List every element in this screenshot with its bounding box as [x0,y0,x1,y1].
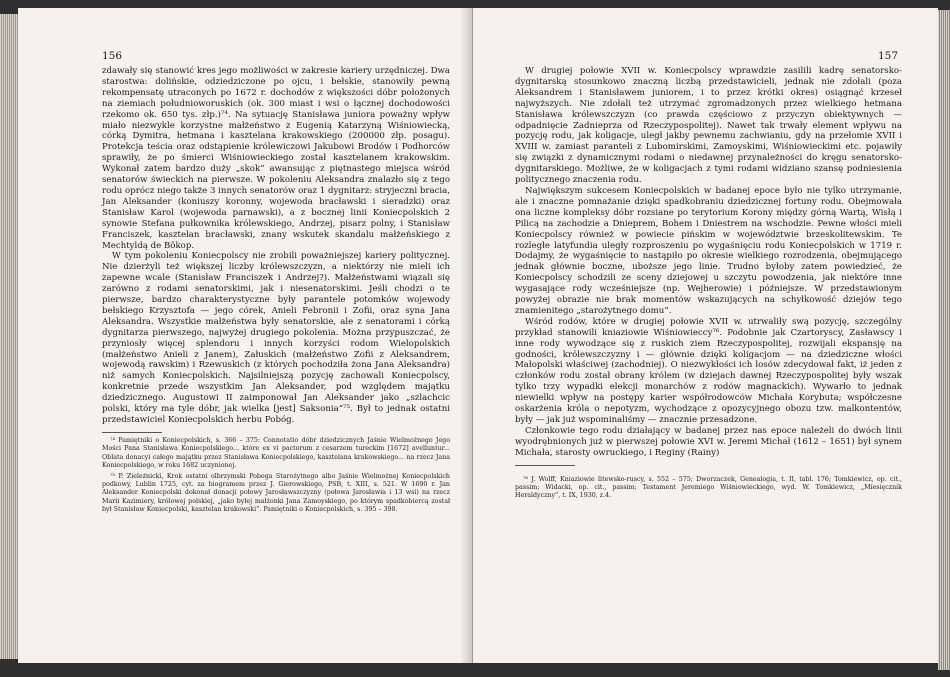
footnote-74: ⁷⁴ Pamiętniki o Koniecpolskich, s. 366 – 375: Connotatio dóbr dziedzicznych Jaśnie Wielmożnego Jego Mości Pana Stanisława Koniecpolskiego... które ex vi pactorum z cesarzem tureckim [1672] avelluntur... Oblata donacyi całego majątku przez Stanisława Koniecpolskiego, kasztelana krakowskiego... na rzecz Jana Koniecpolskiego, w roku 1682 uczynionej. [102,436,450,470]
right-page [473,8,938,663]
footnote-75: ⁷⁵ P. Zieleźnicki, Krok ostatni olbrzymski Poboga Starożytnego albo Jaśnie Wielmożnej Koniecpolskich podkowy, Lublin 1725, cyt. za biogramem przez J. Gierowskiego, PSB, t. XIII, s. 521. W 1690 r. Jan Aleksander Koniecpolski dokonał donacji połowy Jarosławszczyzny (połowa Jarosławia i 13 wsi) na rzecz Marii Kazimiery, królowej polskiej, „jako byłej małżonki Jana Zamoyskiego, po którym spadkobiercą został był Stanisław Koniecpolski, kasztelan krakowski”. Pamiętniki o Koniecpolskich, s. 395 – 398. [102,472,450,514]
footnote-rule-left [102,432,162,433]
right-page-body [515,66,902,459]
right-paragraph-4: Członkowie tego rodu działający w badanej przez nas epoce należeli do dwóch linii wyodrębnionych już w pierwszej połowie XVI w. Jeremi Michał (1612 – 1651) był synem Michała, starosty owruckiego, i Reginy (Rainy) [515,425,902,458]
right-page-number: 157 [877,50,898,62]
right-footnotes [515,476,902,501]
left-page-body [102,66,450,426]
page-edges-right [938,10,950,670]
footnote-76: ⁷⁶ J. Wolff, Kniaziowie litewsko-ruscy, s. 552 – 575; Dworzaczek, Genealogia, t. II, tabl. 176; Tomkiewicz, op. cit., passim; Widacki, op. cit., passim; Testament Jeremiego Wiśniowieckiego, wyd. W. Tomkiewicz, „Miesięcznik Heraldyczny”, t. IX, 1930, z.4. [515,475,902,500]
left-page [18,8,473,663]
left-page-number: 156 [102,50,123,62]
left-paragraph-1: zdawały się stanowić kres jego możliwości w zakresie kariery urzędniczej. Dwa starostwa: dolińskie, odziedziczone po ojcu, i bełskie, stanowiły pewną rekompensatę utraconych po 1672 r. dochodów z większości dóbr położonych na ziemiach południoworuskich (ok. 300 miast i wsi o łącznej dochodowości rzekomo ok. 650 tys. złp.)⁷⁴. Na sytuację Stanisława juniora poważny wpływ miało niezwykle korzystne małżeństwo z Eugenią Katarzyną Wiśniowiecką, córką Dymitra, hetmana i kasztelana krakowskiego (200000 złp. posagu). Protekcja teścia oraz odstąpienie królewiczowi Jakubowi Brodów i Podhorców sprawiły, że po śmierci Wiśniowieckiego został kasztelanem krakowskim. Wykonał zatem bardzo duży „skok” awansując z piętnastego miejsca wśród senatorów świeckich na pierwsze. W pokoleniu Aleksandra znalazło się z tego rodu oprócz niego także 3 innych senatorów oraz 1 dygnitarz: stryjeczni bracia, Jan Aleksander (koniuszy koronny, wojewoda bracławski i sieradzki) oraz Stanisław Karol (wojewoda parnawski), a z bocznej linii Koniecpolskich 2 synowie Stefana pułkownika królewskiego, Andrzej, pisarz polny, i Stanisław Franciszek, kasztelan bracławski, znany wskutek skandalu małżeńskiego z Mechtyldą de Bôkop. [102,66,451,251]
page-edges-left [0,14,18,659]
right-paragraph-2: Największym sukcesem Koniecpolskich w badanej epoce było nie tylko utrzymanie, ale i znaczne pomnażanie dzięki spadkobraniu dziedzicznej fortuny rodu. Obejmowała ona liczne kompleksy dóbr rozsiane po terytorium Korony między górną Wartą, Wisłą i Pilicą na zachodzie a Dnieprem, Bohem i Dniestrem na wschodzie. Pewne włości mieli Koniecpolscy również w powiecie pińskim w województwie brzeskolitewskim. Te rozległe latyfundia uległy rozproszeniu po wygaśnięciu rodu Koniecpolskich w 1719 r. Dodajmy, że wygaśnięcie to nastąpiło po okresie wielkiego rozrodzenia, obejmującego jednak głównie boczne, uboższe jego linie. Trudno byłoby zatem powiedzieć, że Koniecpolscy schodzili ze sceny dziejowej u szczytu powodzenia, jak niektóre inne wygasające rody wcześniejsze (np. Wejherowie) i późniejsze. W przedstawionym powyżej obrazie nie brak momentów wskazujących na schyłkowość dziejów tego znamienitego „starożytnego domu”. [515,185,902,316]
footnote-rule-right [515,465,575,466]
right-paragraph-3: Wśród rodów, które w drugiej połowie XVII w. utrwaliły swą pozycję, szczególny przykład stanowili kniaziowie Wiśniowieccy⁷⁶. Podobnie jak Czartoryscy, Zasławscy i inne rody wywodzące się z ruskich ziem Rzeczypospolitej, rozwijali ekspansję na godności, królewszczyzny i — głównie dzięki koligacjom — na dziedziczne włości Małopolski właściwej (zachodniej). O niezwykłości ich losów zdecydował fakt, iż jeden z członków rodu został obrany królem (w dziejach dawnej Rzeczypospolitej były wszak tylko trzy wypadki elekcji monarchów z rodów magnackich). Wywarło to jednak niewielki wpływ na postępy karier współrodowców Michała Korybuta; współczesne oskarżenia króla o nepotyzm, wychodzące z opozycyjnego obozu tzw. malkontentów, były — jak już wspominaliśmy — znacznie przesadzone. [515,316,902,425]
right-paragraph-1: W drugiej połowie XVII w. Koniecpolscy wprawdzie zasilili kadrę senatorsko-dygnitarską stosunkowo znaczną liczbą przedstawicieli, jednak nie zdołali (poza Aleksandrem i Stanisławem juniorem, i to przez krótki okres) osiągnąć krzeseł najwyższych. Nie zdołali też utrzymać zgromadzonych przez wielkiego hetmana Stanisława królewszczyzn (co prawda częściowo z przyczyn obiektywnych — odpadnięcie Zadnieprza od Rzeczypospolitej). Nawet tak trwały element wpływu na pozycję rodu, jak koligacje, uległ jakby pewnemu zachwianiu, gdy na przełomie XVII i XVIII w. zamiast paranteli z Lubomirskimi, Zamoyskimi, Wiśniowieckimi etc. pojawiły się związki z dynamicznymi rodami o niedawnej przynależności do kręgu senatorsko-dygnitarskiego. Możliwe, że w koligacjach z tymi rodami widziano szansę podniesienia politycznego znaczenia rodu. [515,66,902,186]
left-paragraph-2: W tym pokoleniu Koniecpolscy nie zrobili poważniejszej kariery politycznej. Nie dzierżyli też większej liczby królewszczyzn, a niektórzy nie mieli ich zapewne wcale (Stanisław Franciszek i Andrzej?). Małżeństwami wiązali się zarówno z rodami senatorskimi, jak i niesenatorskimi. Jeśli chodzi o te pierwsze, bardzo charakterystyczne były parantele potomków wojewody bełskiego Krzysztofa — jego córek, Anieli Febronii i Zofii, oraz syna Jana Aleksandra. Wszystkie małżeństwa były senatorskie, ale z senatorami i córką dygnitarza pierwszego, najwyżej drugiego pokolenia. Można przypuszczać, że przyniosły więcej splendoru i innych korzyści rodom Wielopolskich (małżeństwo Anieli z Janem), Załuskich (małżeństwo Zofii z Aleksandrem, wojewodą rawskim) i Rzewuskich (z których pochodziła żona Jana Aleksandra) niż samych Koniecpolskich. Najsilniejszą pozycję zachowali Koniecpolscy, konkretnie przede wszystkim Jan Aleksander, pod względem majątku dziedzicznego. Augustowi II zaimponował Jan Aleksander jako „szlachcic polski, który ma tyle dóbr, jak wielka [jest] Saksonia”⁷⁵. Był to jednak ostatni przedstawiciel Koniecpolskich herbu Pobóg. [102,251,450,425]
left-footnotes [102,437,450,515]
